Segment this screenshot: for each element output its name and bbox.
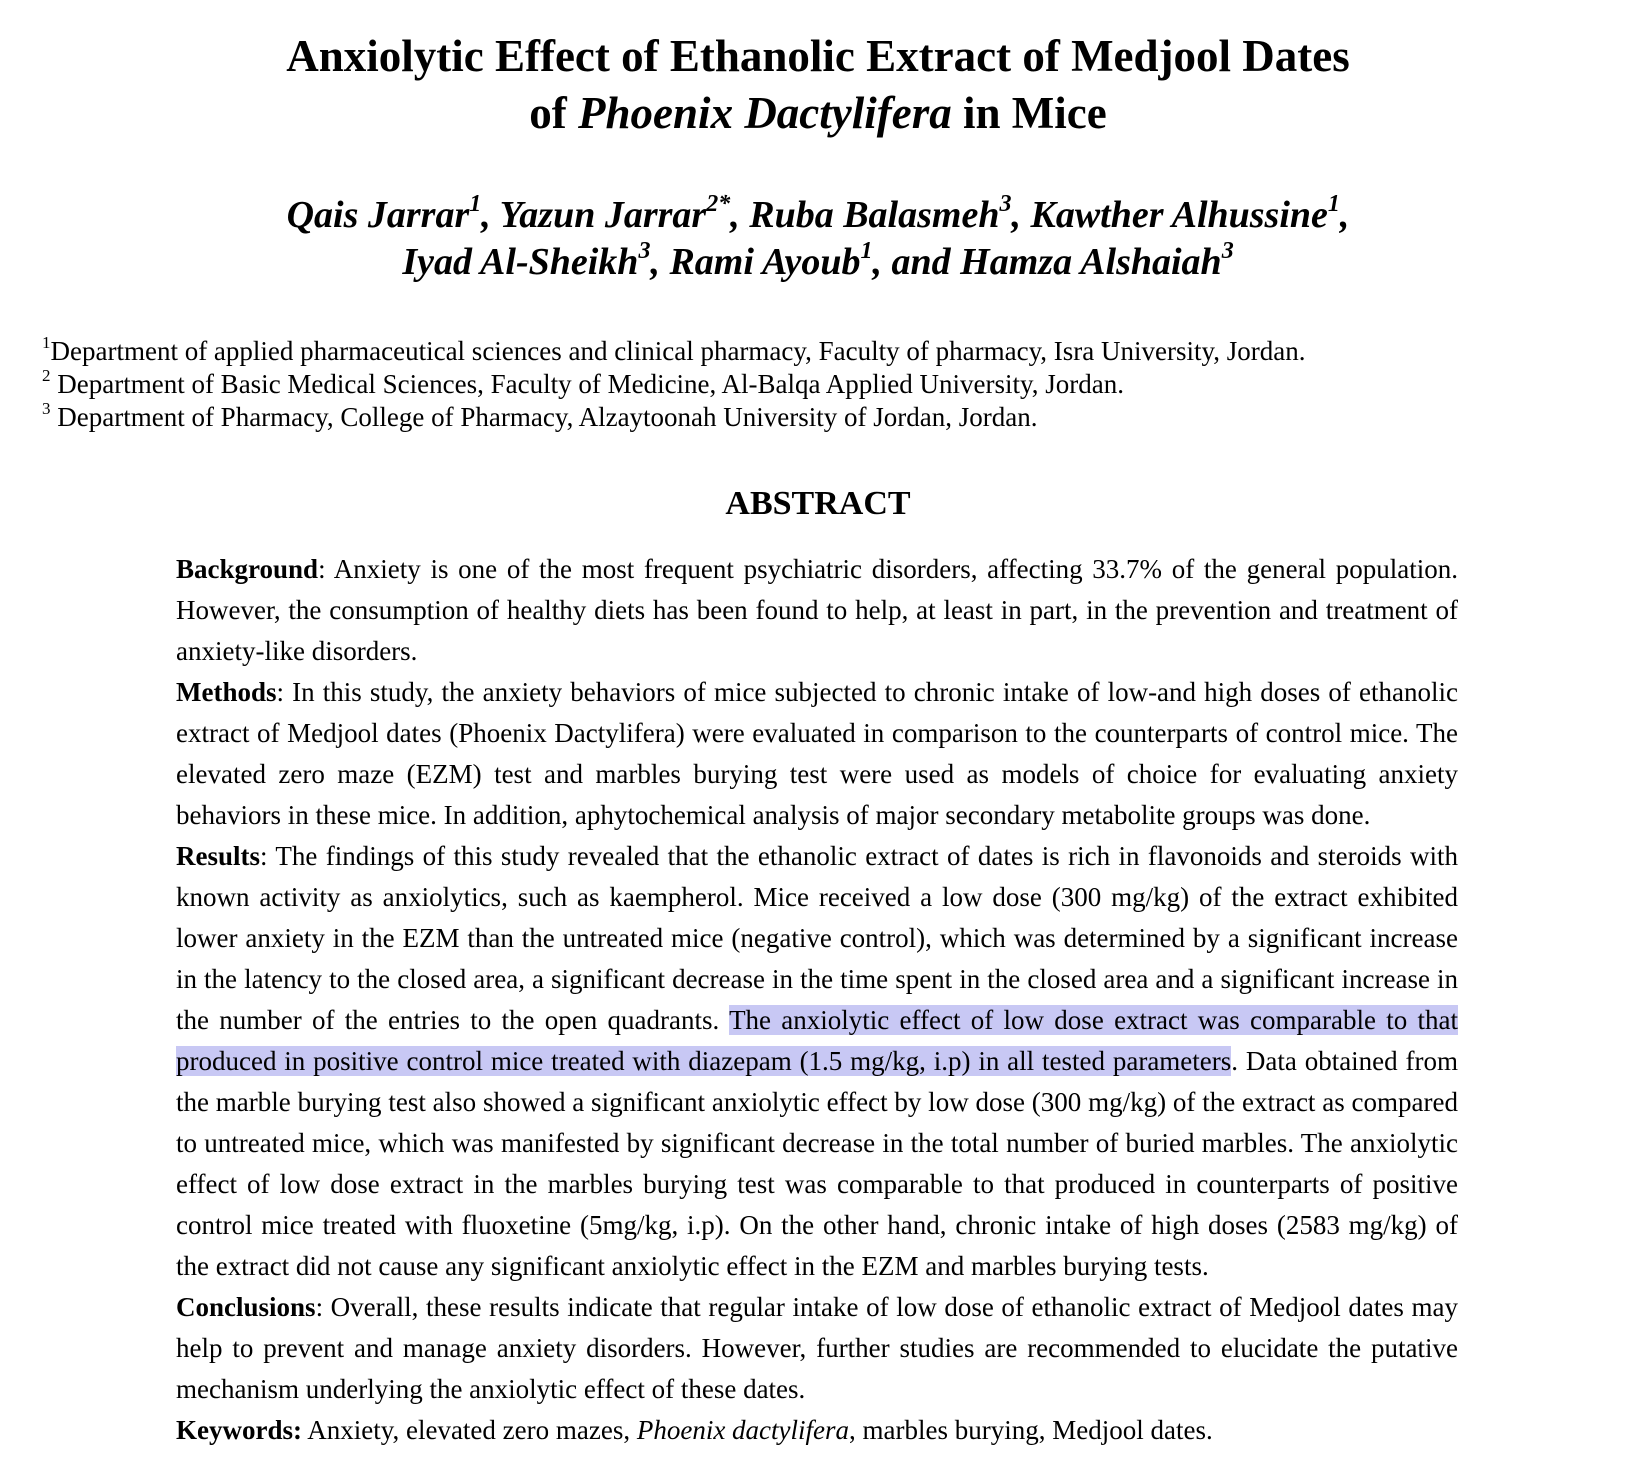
affiliation-item: [42, 368, 1602, 401]
keywords-label: Keywords:: [176, 1415, 302, 1445]
affiliation-item: [42, 335, 1602, 368]
title-line-2-suffix: in Mice: [951, 88, 1107, 138]
methods-label: Methods: [176, 677, 277, 707]
affiliation-mark: 2: [42, 366, 51, 385]
abstract-methods: [176, 672, 1458, 836]
background-text: : Anxiety is one of the most frequent psychiatric disorders, affecting 33.7% of the general population. However, the consumption of healthy diets has been found to help, at least in part, in the prevention and treatment of anxiety-like disorders.: [176, 554, 1458, 666]
author-separator: ,: [1011, 194, 1031, 236]
title-line-2: [0, 85, 1636, 142]
keywords-text: Anxiety, elevated zero mazes,: [301, 1415, 637, 1445]
author-separator: ,: [730, 194, 750, 236]
author-name: Rami Ayoub: [669, 241, 861, 283]
results-text: . Data obtained from the marble burying test also showed a significant anxiolytic effect by low dose (300 mg/kg) of the extract as compared to untreated mice, which was manifested by significant decrease in the total number of buried marbles. The anxiolytic effect of low dose extract in the marbles burying test was comparable to that produced in counterparts of positive control mice treated with fluoxetine (5mg/kg, i.p). On the other hand, chronic intake of high doses (2583 mg/kg) of the extract did not cause any significant anxiolytic effect in the EZM and marbles burying tests.: [176, 1046, 1458, 1281]
author-line-2: [0, 239, 1636, 286]
author-affiliation-mark: 3: [1221, 238, 1234, 265]
abstract-conclusions: [176, 1287, 1458, 1410]
affiliation-text: Department of Basic Medical Sciences, Faculty of Medicine, Al-Balqa Applied University, Jordan.: [50, 369, 1124, 399]
author-separator: ,: [1339, 194, 1350, 236]
author-name: Iyad Al-Sheikh: [402, 241, 639, 283]
author-affiliation-mark: 3: [638, 238, 651, 265]
affiliation-mark: 1: [42, 333, 51, 352]
paper-title: [0, 28, 1636, 142]
author-name: Qais Jarrar: [286, 194, 470, 236]
results-label: Results: [176, 841, 261, 871]
author-name: Kawther Alhussine: [1030, 194, 1328, 236]
title-line-2-prefix: of: [529, 88, 579, 138]
conclusions-label: Conclusions: [176, 1292, 316, 1322]
abstract-background: [176, 549, 1458, 672]
abstract-keywords: [176, 1410, 1458, 1451]
abstract-body: [176, 549, 1458, 1451]
author-separator: ,: [650, 241, 670, 283]
abstract-heading: ABSTRACT: [725, 485, 911, 522]
title-line-1: Anxiolytic Effect of Ethanolic Extract of Medjool Dates: [286, 31, 1350, 81]
keywords-text: , marbles burying, Medjool dates.: [849, 1415, 1213, 1445]
methods-text: : In this study, the anxiety behaviors of mice subjected to chronic intake of low-and high doses of ethanolic extract of Medjool dates (Phoenix Dactylifera) were evaluated in comparison to the counterparts of control mice. The elevated zero maze (EZM) test and marbles burying test were used as models of choice for evaluating anxiety behaviors in these mice. In addition, aphytochemical analysis of major secondary metabolite groups was done.: [176, 677, 1458, 830]
affiliation-list: [42, 335, 1602, 434]
author-name: Hamza Alshaiah: [960, 241, 1222, 283]
author-affiliation-mark: 1: [1327, 191, 1340, 218]
abstract-results: [176, 836, 1458, 1287]
author-separator: , and: [872, 241, 961, 283]
author-affiliation-mark: 3: [999, 191, 1012, 218]
results-text: : The findings of this study revealed that the ethanolic extract of dates is rich in flavonoids and steroids with known activity as anxiolytics, such as kaempherol. Mice received a low dose (300 mg/kg) of the extract exhibited lower anxiety in the EZM than the untreated mice (negative control), which was determined by a significant increase in the latency to the closed area, a significant decrease in the time spent in the closed area and a significant increase in the number of the entries to the open quadrants.: [176, 841, 1458, 1035]
affiliation-text: Department of Pharmacy, College of Pharmacy, Alzaytoonah University of Jordan, Jordan.: [50, 402, 1038, 432]
title-species-name: Phoenix Dactylifera: [578, 88, 952, 138]
author-list: [0, 192, 1636, 286]
conclusions-text: : Overall, these results indicate that regular intake of low dose of ethanolic extract of Medjool dates may help to prevent and manage anxiety disorders. However, further studies are recommended to elucidate the putative mechanism underlying the anxiolytic effect of these dates.: [176, 1292, 1458, 1404]
author-affiliation-mark: 2*: [706, 191, 731, 218]
author-affiliation-mark: 1: [469, 191, 482, 218]
affiliation-mark: 3: [42, 399, 51, 418]
author-name: Yazun Jarrar: [499, 194, 707, 236]
highlighted-text-selection[interactable]: The anxiolytic effect of low dose extract was comparable to that produced in positive control mice treated with diazepam (1.5 mg/kg, i.p) in all tested parameters: [176, 1005, 1459, 1076]
affiliation-item: [42, 401, 1602, 434]
author-line-1: [0, 192, 1636, 239]
author-separator: ,: [481, 194, 500, 236]
keyword-species-name: Phoenix dactylifera: [636, 1415, 850, 1445]
author-name: Ruba Balasmeh: [749, 194, 1000, 236]
background-label: Background: [176, 554, 319, 584]
author-affiliation-mark: 1: [860, 238, 873, 265]
affiliation-text: Department of applied pharmaceutical sciences and clinical pharmacy, Faculty of pharmacy, Isra University, Jordan.: [50, 336, 1306, 366]
